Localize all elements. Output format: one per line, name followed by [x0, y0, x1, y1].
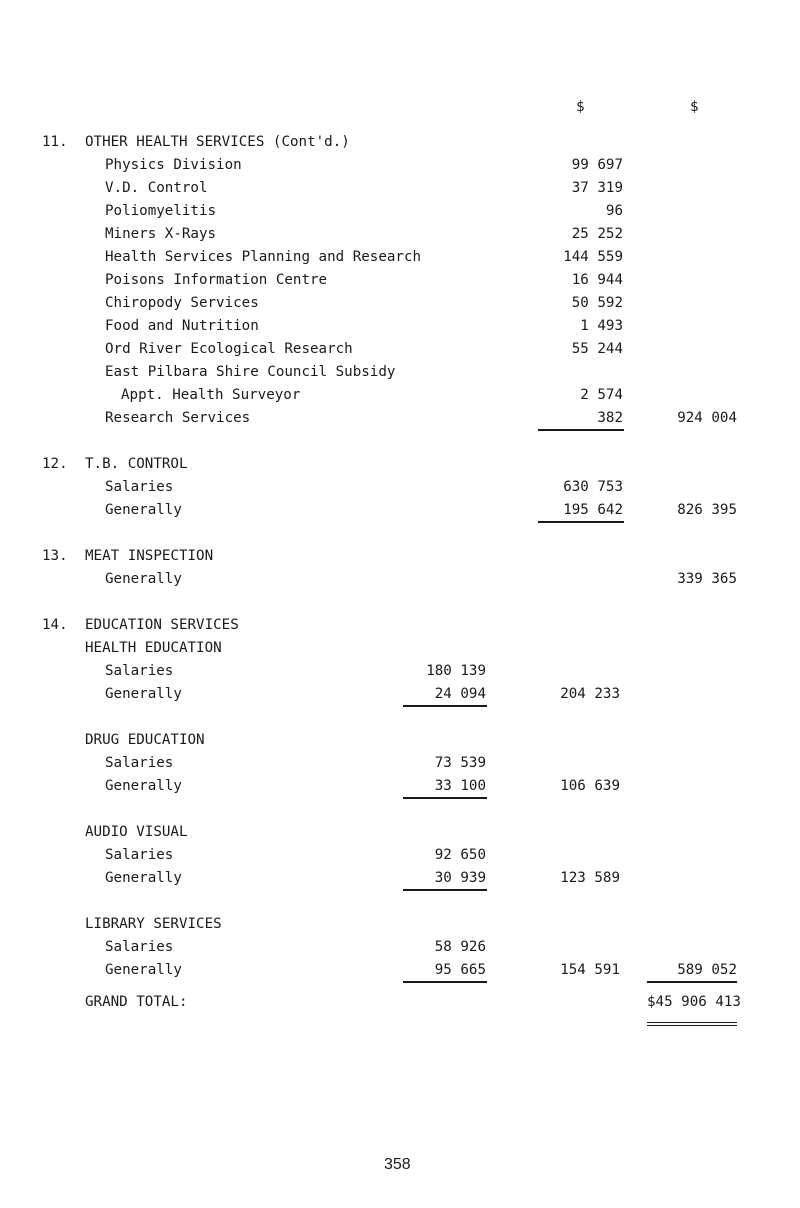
- group-subtotal: 204 233: [560, 686, 620, 702]
- line-item-label: East Pilbara Shire Council Subsidy: [105, 364, 396, 380]
- line-item-label: Food and Nutrition: [105, 318, 259, 334]
- subtotal-rule: [403, 981, 487, 983]
- section-title: T.B. CONTROL: [85, 456, 188, 472]
- generally-amount: 30 939: [434, 870, 486, 886]
- section-number: 14.: [42, 617, 68, 633]
- generally-label: Generally: [105, 962, 182, 978]
- section-total: 339 365: [677, 571, 737, 587]
- line-item-amount: 1 493: [580, 318, 623, 334]
- section-total: 589 052: [677, 962, 737, 978]
- line-item-amount: 195 642: [563, 502, 623, 518]
- line-item-label: V.D. Control: [105, 180, 208, 196]
- line-item-label: Chiropody Services: [105, 295, 259, 311]
- line-item-amount: 50 592: [571, 295, 623, 311]
- section-title: EDUCATION SERVICES: [85, 617, 239, 633]
- line-item-label: Generally: [105, 502, 182, 518]
- currency-header-col3: $: [690, 99, 699, 115]
- grand-total-double-rule: [647, 1022, 737, 1026]
- generally-amount: 24 094: [434, 686, 486, 702]
- group-title: LIBRARY SERVICES: [85, 916, 222, 932]
- line-item-amount: 382: [597, 410, 623, 426]
- salaries-amount: 92 650: [434, 847, 486, 863]
- subtotal-rule: [403, 705, 487, 707]
- section-number: 12.: [42, 456, 68, 472]
- line-item-label: Appt. Health Surveyor: [121, 387, 301, 403]
- subtotal-rule: [538, 429, 624, 431]
- line-item-label: Poisons Information Centre: [105, 272, 328, 288]
- line-item-amount: 99 697: [571, 157, 623, 173]
- group-title: HEALTH EDUCATION: [85, 640, 222, 656]
- line-item-label: Miners X-Rays: [105, 226, 217, 242]
- subtotal-rule: [403, 889, 487, 891]
- line-item-label: Poliomyelitis: [105, 203, 217, 219]
- group-subtotal: 106 639: [560, 778, 620, 794]
- group-title: AUDIO VISUAL: [85, 824, 188, 840]
- section-number: 11.: [42, 134, 68, 150]
- line-item-label: Health Services Planning and Research: [105, 249, 422, 265]
- line-item-amount: 16 944: [571, 272, 623, 288]
- generally-amount: 95 665: [434, 962, 486, 978]
- salaries-label: Salaries: [105, 847, 174, 863]
- subtotal-rule: [538, 521, 624, 523]
- group-title: DRUG EDUCATION: [85, 732, 205, 748]
- salaries-label: Salaries: [105, 663, 174, 679]
- section-total-rule: [647, 981, 737, 983]
- line-item-amount: 630 753: [563, 479, 623, 495]
- section-number: 13.: [42, 548, 68, 564]
- line-item-amount: 55 244: [571, 341, 623, 357]
- line-item-label: Generally: [105, 571, 182, 587]
- page-number: 358: [384, 1156, 411, 1173]
- group-subtotal: 123 589: [560, 870, 620, 886]
- subtotal-rule: [403, 797, 487, 799]
- section-total: 924 004: [677, 410, 737, 426]
- salaries-amount: 180 139: [426, 663, 486, 679]
- line-item-label: Ord River Ecological Research: [105, 341, 353, 357]
- line-item-label: Research Services: [105, 410, 251, 426]
- line-item-amount: 96: [605, 203, 623, 219]
- generally-label: Generally: [105, 686, 182, 702]
- line-item-label: Salaries: [105, 479, 174, 495]
- section-title: MEAT INSPECTION: [85, 548, 214, 564]
- grand-total-value: $45 906 413: [647, 994, 741, 1010]
- line-item-amount: 2 574: [580, 387, 623, 403]
- group-subtotal: 154 591: [560, 962, 620, 978]
- generally-label: Generally: [105, 778, 182, 794]
- line-item-label: Physics Division: [105, 157, 242, 173]
- line-item-amount: 25 252: [571, 226, 623, 242]
- grand-total-label: GRAND TOTAL:: [85, 994, 188, 1010]
- salaries-amount: 58 926: [434, 939, 486, 955]
- salaries-label: Salaries: [105, 939, 174, 955]
- generally-label: Generally: [105, 870, 182, 886]
- generally-amount: 33 100: [434, 778, 486, 794]
- line-item-amount: 144 559: [563, 249, 623, 265]
- line-item-amount: 37 319: [571, 180, 623, 196]
- section-title: OTHER HEALTH SERVICES (Cont'd.): [85, 134, 350, 150]
- salaries-amount: 73 539: [434, 755, 486, 771]
- salaries-label: Salaries: [105, 755, 174, 771]
- currency-header-col2: $: [576, 99, 585, 115]
- section-total: 826 395: [677, 502, 737, 518]
